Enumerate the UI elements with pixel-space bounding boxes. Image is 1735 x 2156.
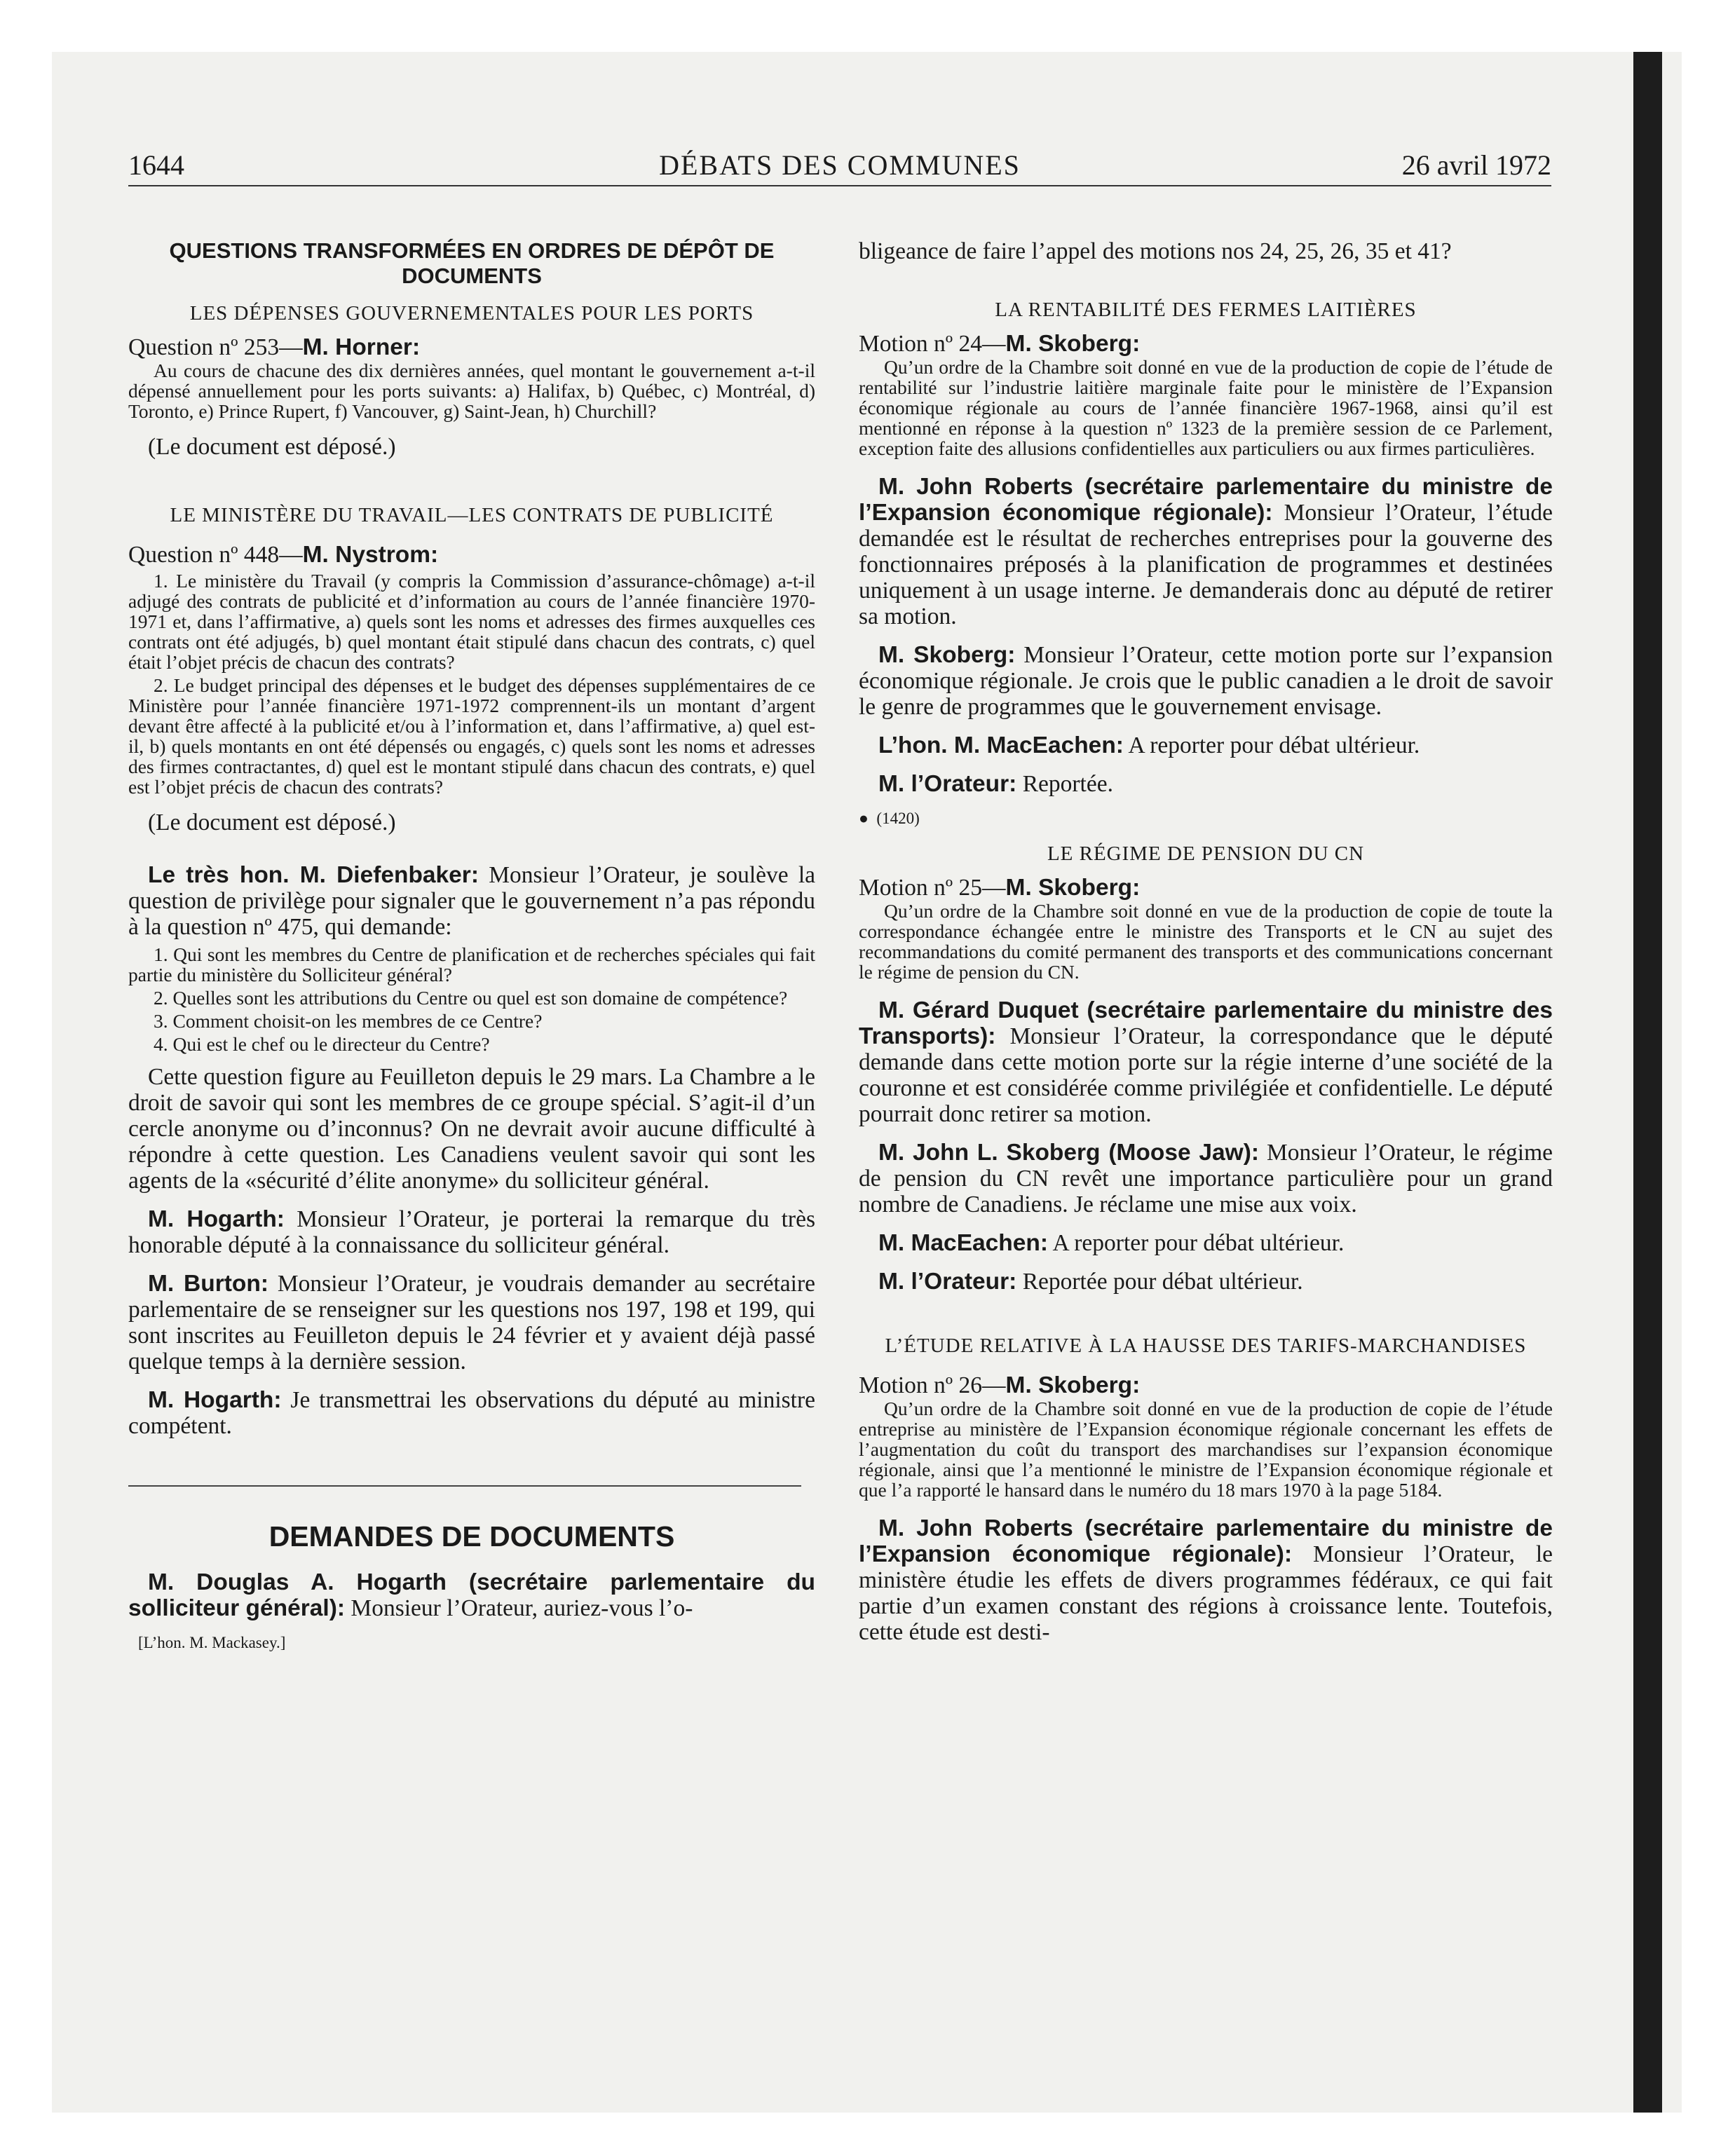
scan-edge-bar bbox=[1633, 52, 1662, 2113]
subheading: LE MINISTÈRE DU TRAVAIL—LES CONTRATS DE PUBLICITÉ bbox=[170, 504, 774, 526]
list-item: 1. Qui sont les membres du Centre de planification et de recherches spéciales qui fait partie du ministère du Solliciteur général? bbox=[128, 943, 815, 985]
speech: M. Gérard Duquet (secrétaire parlementaire du ministre des Transports): Monsieur l’Orateur, la correspondance que le député demande dans cette motion porte sur la régie interne d’une société de la couronne et est considérée comme privilégiée et confidentielle. Le député pourrait donc retirer sa motion. bbox=[859, 997, 1553, 1127]
speech: M. John Roberts (secrétaire parlementaire du ministre de l’Expansion économique régionale): Monsieur l’Orateur, le ministère étudie les effets de divers programmes fédéraux, ce qui fait partie d’un examen constant des régions à croissance lente. Toutefois, cette étude est desti- bbox=[859, 1515, 1553, 1645]
motion-text: Qu’un ordre de la Chambre soit donné en vue de la production de copie de l’étude de rentabilité sur l’industrie laitière marginale faite pour le ministère de l’Expansion économique régionale au cours de l’année financière 1967-1968, ainsi qu’il est mentionné en réponse à la question nº 1323 de la première session de ce Parlement, exception faite des allusions confidentielles aux particuliers ou aux firmes particulières. bbox=[859, 356, 1553, 459]
speech: M. Douglas A. Hogarth (secrétaire parlementaire du solliciteur général): Monsieur l’Orateur, auriez-vous l’o- bbox=[128, 1569, 815, 1621]
speaker-name: M. John L. Skoberg (Moose Jaw): bbox=[878, 1140, 1260, 1166]
speaker-name: M. MacEachen: bbox=[878, 1230, 1049, 1256]
speaker-name: M. John Roberts (secrétaire parlementaire du ministre de l’Expansion économique régionale): bbox=[859, 474, 1553, 526]
speaker-name: M. Skoberg: bbox=[1005, 331, 1141, 357]
subheading: LE RÉGIME DE PENSION DU CN bbox=[1047, 842, 1365, 865]
time-marker: ● (1420) bbox=[859, 810, 920, 827]
motion-line bbox=[859, 1372, 1553, 1398]
page-header bbox=[128, 149, 1551, 186]
motion-line bbox=[859, 875, 1553, 901]
subheading: LES DÉPENSES GOUVERNEMENTALES POUR LES PORTS bbox=[189, 302, 754, 325]
motion-text: Qu’un ordre de la Chambre soit donné en vue de la production de copie de l’étude entreprise au ministère de l’Expansion économique régionale concernant les effets de l’augmentation du coût du transport des marchandises sur l’expansion économique régionale, ainsi que l’a mentionné le ministre de l’Expansion économique régionale et que l’a rapporté le hansard dans le numéro du 18 mars 1970 à la page 5184. bbox=[859, 1398, 1553, 1501]
speaker-name: M. Douglas A. Hogarth (secrétaire parlementaire du solliciteur général): bbox=[128, 1569, 815, 1621]
speaker-name: M. Hogarth: bbox=[148, 1387, 282, 1413]
list-item: 4. Qui est le chef ou le directeur du Centre? bbox=[154, 1033, 490, 1055]
section-title: QUESTIONS TRANSFORMÉES EN ORDRES DE DÉPÔT DE DOCUMENTS bbox=[169, 238, 775, 288]
subheading: LA RENTABILITÉ DES FERMES LAITIÈRES bbox=[995, 299, 1417, 321]
speech: M. Hogarth: Je transmettrai les observations du député au ministre compétent. bbox=[128, 1387, 816, 1439]
list-item: 2. Quelles sont les attributions du Centre ou quel est son domaine de compétence? bbox=[154, 987, 788, 1009]
speech: L’hon. M. MacEachen: A reporter pour débat ultérieur. bbox=[878, 732, 1420, 758]
speaker-name: L’hon. M. MacEachen: bbox=[878, 732, 1124, 758]
motion-label: Motion nº 25— bbox=[859, 875, 1006, 901]
question-line bbox=[128, 334, 815, 360]
right-column bbox=[859, 238, 1553, 1645]
section-title: DEMANDES DE DOCUMENTS bbox=[268, 1520, 675, 1553]
speech: M. l’Orateur: Reportée pour débat ultérieur. bbox=[878, 1269, 1303, 1295]
speaker-name: M. Skoberg: bbox=[1005, 875, 1141, 901]
question-label: Question nº 253— bbox=[128, 334, 303, 360]
speaker-name: Le très hon. M. Diefenbaker: bbox=[148, 862, 479, 888]
speech: M. John L. Skoberg (Moose Jaw): Monsieur l’Orateur, le régime de pension du CN revêt une importance particulière pour un grand nombre de Canadiens. Je réclame une mise aux voix. bbox=[859, 1140, 1553, 1217]
speech: M. Burton: Monsieur l’Orateur, je voudrais demander au secrétaire parlementaire de se renseigner sur les questions nos 197, 198 et 199, qui sont inscrites au Feuilleton depuis le 24 février et y avaient déjà passé quelque temps à la dernière session. bbox=[128, 1271, 816, 1374]
list-item: 3. Comment choisit-on les membres de ce Centre? bbox=[154, 1010, 543, 1032]
speech: M. Hogarth: Monsieur l’Orateur, je porterai la remarque du très honorable député à la connaissance du solliciteur général. bbox=[128, 1206, 815, 1258]
page-date: 26 avril 1972 bbox=[1401, 149, 1551, 181]
subheading: L’ÉTUDE RELATIVE À LA HAUSSE DES TARIFS-MARCHANDISES bbox=[885, 1335, 1527, 1357]
speaker-name: M. Nystrom: bbox=[302, 542, 439, 568]
speech: M. MacEachen: A reporter pour débat ultérieur. bbox=[878, 1230, 1345, 1256]
speaker-name: M. l’Orateur: bbox=[878, 771, 1017, 797]
speaker-name: M. Hogarth: bbox=[148, 1206, 285, 1232]
motion-label: Motion nº 26— bbox=[859, 1372, 1006, 1398]
bullet-icon: ● bbox=[859, 810, 869, 827]
page-number: 1644 bbox=[128, 149, 184, 181]
speaker-tag: [L’hon. M. Mackasey.] bbox=[138, 1634, 286, 1651]
question-text: Au cours de chacune des dix dernières années, quel montant le gouvernement a-t-il dépensé annuellement pour les ports suivants: a) Halifax, b) Québec, c) Montréal, d) Toronto, e) Prince Rupert, f) Vancouver, g) Saint-Jean, h) Churchill? bbox=[128, 360, 815, 422]
speech: M. Skoberg: Monsieur l’Orateur, cette motion porte sur l’expansion économique régionale. Je crois que le public canadien a le droit de savoir le genre de programmes que le gouvernement envisage. bbox=[859, 642, 1553, 720]
speaker-name: M. Burton: bbox=[148, 1271, 268, 1297]
speaker-name: M. Horner: bbox=[302, 334, 421, 360]
deposed-note: (Le document est déposé.) bbox=[148, 810, 396, 835]
question-text: 2. Le budget principal des dépenses et le budget des dépenses supplémentaires de ce Ministère pour l’année financière 1971-1972 comprennent-ils un montant d’argent devant être affecté à la publicité et/ou à l’information et, dans l’affirmative, a) quel est-il, b) quels montants en ont été dépensés ou engagés, c) quels sont les noms et adresses des firmes contractantes, d) quel est le montant stipulé dans chacun des contrats, e) quel est l’objet précis de chacun des contrats? bbox=[128, 674, 815, 798]
deposed-note: (Le document est déposé.) bbox=[148, 434, 396, 460]
speech: Cette question figure au Feuilleton depuis le 29 mars. La Chambre a le droit de savoir qui sont les membres de ce groupe spécial. S’agit-il d’un cercle anonyme ou d’inconnus? On ne devrait avoir aucune difficulté à répondre à cette question. Les Canadiens veulent savoir qui sont les agents de la «sécurité d’élite anonyme» du solliciteur général. bbox=[128, 1064, 815, 1194]
speech: M. l’Orateur: Reportée. bbox=[878, 771, 1113, 797]
speech: Le très hon. M. Diefenbaker: Monsieur l’Orateur, je soulève la question de privilège pour signaler que le gouvernement n’a pas répondu à la question nº 475, qui demande: bbox=[128, 862, 816, 940]
journal-title: DÉBATS DES COMMUNES bbox=[659, 149, 1021, 181]
left-column bbox=[128, 238, 815, 1652]
motion-text: Qu’un ordre de la Chambre soit donné en vue de la production de copie de toute la correspondance échangée entre le ministre des Transports et le CN au sujet des recommandations du comité permanent des transports et des communications concernant le régime de pension du CN. bbox=[859, 900, 1553, 983]
speech: M. John Roberts (secrétaire parlementaire du ministre de l’Expansion économique régionale): Monsieur l’Orateur, l’étude demandée est le résultat de recherches entreprises pour la gouverne des fonctionnaires préposés à la planification de programmes et destinées uniquement à un usage interne. Je demanderais donc au député de retirer sa motion. bbox=[859, 474, 1553, 629]
continued-text: bligeance de faire l’appel des motions nos 24, 25, 26, 35 et 41? bbox=[859, 238, 1452, 264]
motion-label: Motion nº 24— bbox=[859, 331, 1006, 357]
speaker-name: M. John Roberts (secrétaire parlementaire du ministre de l’Expansion économique régionale): bbox=[859, 1515, 1553, 1567]
question-text: 1. Le ministère du Travail (y compris la Commission d’assurance-chômage) a-t-il adjugé des contrats de publicité et d’information au cours de l’année financière 1970-1971 et, dans l’affirmative, a) quels sont les noms et adresses des firmes auxquelles ces contrats ont été adjugés, b) quel montant était stipulé dans chacun des contrats, c) quel était l’objet précis de chacun des contrats? bbox=[128, 570, 815, 673]
section-divider bbox=[128, 1485, 801, 1487]
speaker-name: M. Skoberg: bbox=[878, 642, 1016, 668]
question-label: Question nº 448— bbox=[128, 542, 303, 568]
question-line bbox=[128, 542, 815, 568]
speaker-name: M. l’Orateur: bbox=[878, 1269, 1017, 1295]
speaker-name: M. Gérard Duquet (secrétaire parlementaire du ministre des Transports): bbox=[859, 997, 1553, 1049]
speaker-name: M. Skoberg: bbox=[1005, 1372, 1141, 1398]
motion-line bbox=[859, 331, 1553, 357]
